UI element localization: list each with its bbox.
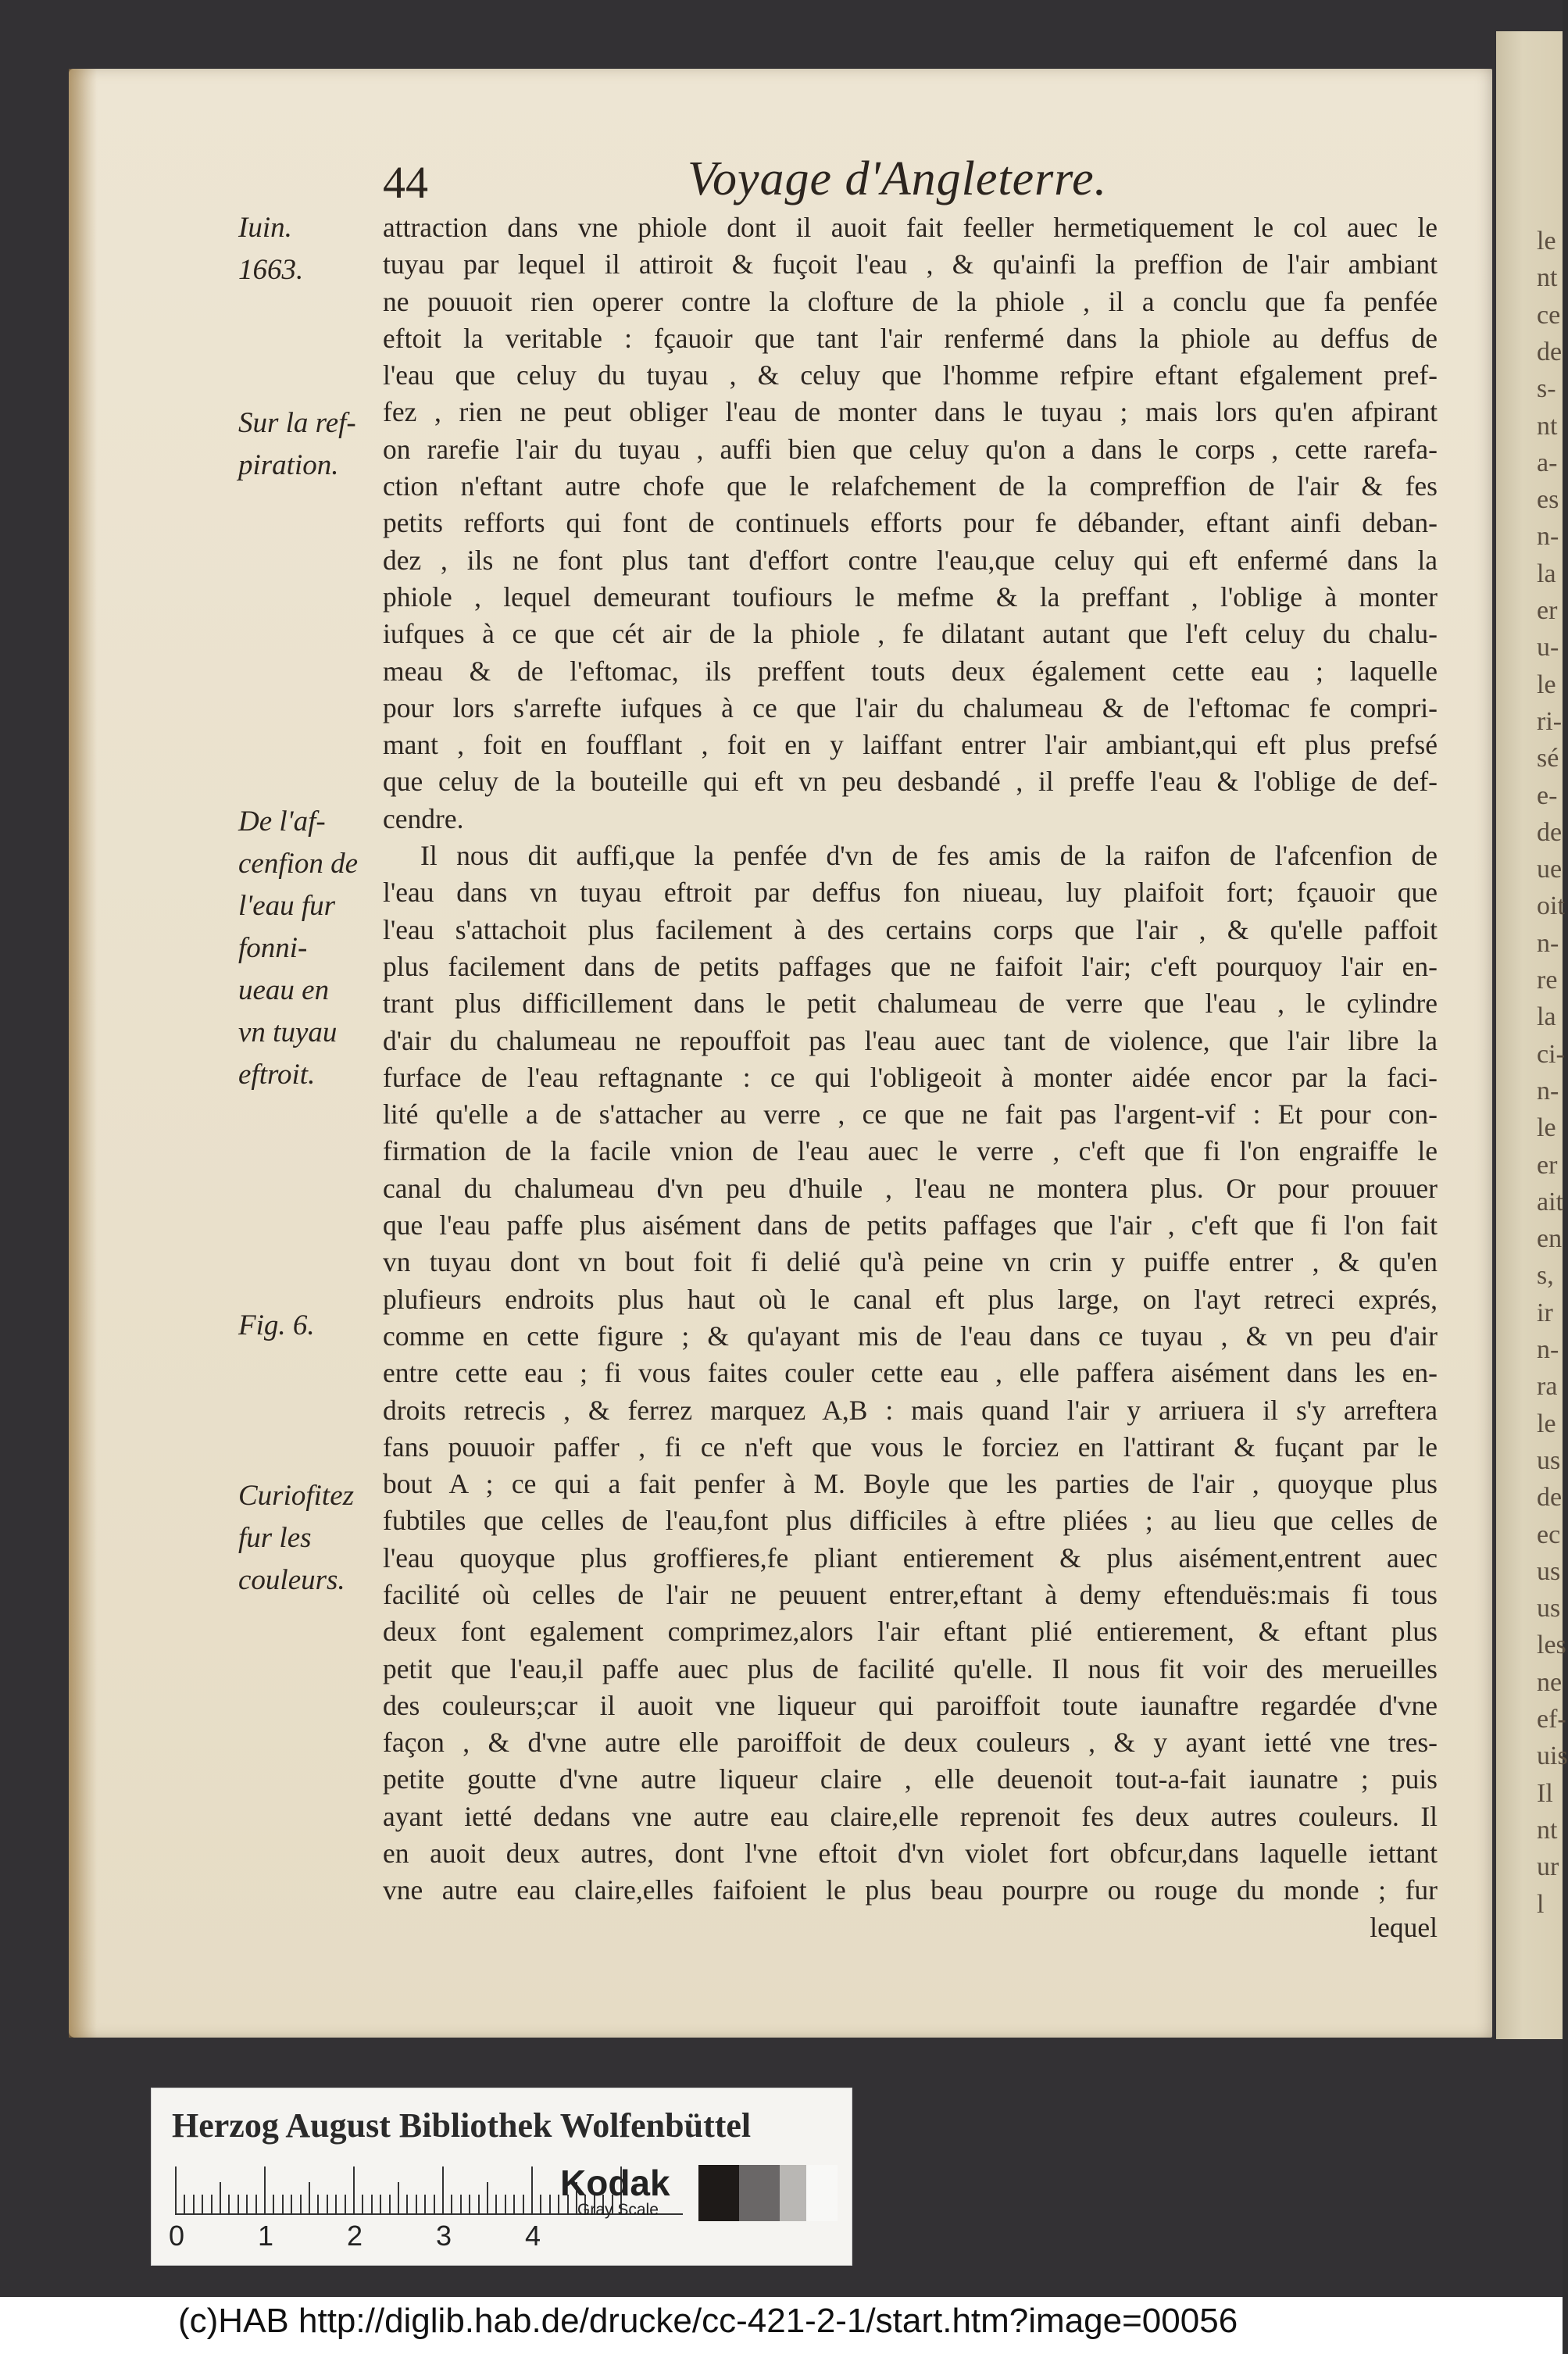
adjacent-page-text-fragment: nt bbox=[1537, 1815, 1558, 1845]
adjacent-page-text-fragment: le bbox=[1537, 1113, 1556, 1143]
ruler-tick bbox=[238, 2195, 239, 2213]
ruler-tick bbox=[353, 2166, 355, 2213]
adjacent-page-text-fragment: de bbox=[1537, 337, 1563, 366]
ruler-tick bbox=[380, 2195, 381, 2213]
ruler-number: 1 bbox=[258, 2220, 274, 2252]
ruler-tick bbox=[469, 2195, 470, 2213]
adjacent-page-text-fragment: n- bbox=[1537, 1335, 1559, 1364]
adjacent-page-text-fragment: ne bbox=[1537, 1667, 1563, 1697]
ruler-number: 0 bbox=[169, 2220, 185, 2252]
footer-url-text: (c)HAB http://diglib.hab.de/drucke/cc-421-2-1/start.htm?image=00056 bbox=[178, 2302, 1238, 2340]
adjacent-page-text-fragment: re bbox=[1537, 966, 1558, 995]
adjacent-page-text-fragment: Il bbox=[1537, 1778, 1553, 1808]
adjacent-page-text-fragment: er bbox=[1537, 1150, 1558, 1180]
text-line: ction n'eftant autre chofe que le relafchement de la compreffion de l'air & fes bbox=[383, 470, 1438, 502]
margin-note-line: cenfion de bbox=[238, 848, 359, 880]
adjacent-page-text-fragment: ce bbox=[1537, 300, 1561, 330]
adjacent-page-edge bbox=[1496, 31, 1568, 2039]
margin-note-line: 1663. bbox=[238, 254, 304, 286]
ruler-tick bbox=[282, 2195, 284, 2213]
ruler-tick bbox=[478, 2195, 480, 2213]
ruler-tick bbox=[273, 2195, 274, 2213]
ruler-tick bbox=[434, 2195, 435, 2213]
text-line: lité qu'elle a de s'attacher au verre , ce que ne fait pas l'argent-vif : Et pour con- bbox=[383, 1098, 1438, 1131]
adjacent-page-text-fragment: uis bbox=[1537, 1741, 1568, 1771]
text-line: mant , foit en foufflant , foit en y laiffant entrer l'air ambiant,qui eft plus prefsé bbox=[383, 729, 1438, 761]
adjacent-page-text-fragment: er bbox=[1537, 596, 1558, 625]
text-line: phiole , lequel demeurant toufiours le mefme & la preffant , l'oblige à monter bbox=[383, 580, 1438, 613]
adjacent-page-text-fragment: n- bbox=[1537, 928, 1559, 958]
adjacent-page-text-fragment: us bbox=[1537, 1556, 1561, 1586]
adjacent-page-text-fragment: u- bbox=[1537, 633, 1559, 663]
ruler-tick bbox=[416, 2195, 417, 2213]
text-line: ayant ietté dedans vne autre eau claire,elle reprenoit fes deux autres couleurs. Il bbox=[383, 1800, 1438, 1832]
text-line: meau & de l'eftomac, ils preffent touts deux également cette eau ; laquelle bbox=[383, 655, 1438, 687]
text-line: ne pouuoit rien operer contre la clofture de la phiole , il a conclu que fa penfée bbox=[383, 285, 1438, 317]
ruler-tick bbox=[371, 2195, 373, 2213]
margin-note-line: couleurs. bbox=[238, 1564, 345, 1596]
gray-swatch-dark bbox=[739, 2165, 780, 2221]
ruler-tick bbox=[460, 2195, 462, 2213]
text-line: que celuy de la bouteille qui eft vn peu desbandé , il preffe l'eau & l'oblige de def- bbox=[383, 766, 1438, 798]
adjacent-page-text-fragment: e- bbox=[1537, 780, 1558, 810]
text-line: entre cette eau ; fi vous faites couler cette eau , elle paffera aisément dans les en- bbox=[383, 1357, 1438, 1389]
text-line: l'eau dans vn tuyau eftroit par deffus fon niueau, luy plaifoit fort; fçauoir que bbox=[383, 877, 1438, 909]
margin-note-line: fur les bbox=[238, 1522, 312, 1554]
gray-scale-label: Gray Scale bbox=[577, 2201, 659, 2219]
text-line: trant plus difficillement dans le petit chalumeau de verre que l'eau , le cylindre bbox=[383, 988, 1438, 1020]
ruler-tick bbox=[531, 2166, 533, 2213]
text-line: fubtiles que celles de l'eau,font plus difficiles à eftre pliées ; au lieu que celles de bbox=[383, 1505, 1438, 1537]
text-line: dez , ils ne font plus tant d'effort contre l'eau,que celuy qui eft enfermé dans la bbox=[383, 544, 1438, 576]
ruler-tick bbox=[184, 2195, 185, 2213]
ruler-tick bbox=[451, 2195, 452, 2213]
footer-bar bbox=[0, 2297, 1563, 2354]
text-line: vne autre eau claire,elles faifoient le plus beau pourpre ou rouge du monde ; fur bbox=[383, 1874, 1438, 1906]
adjacent-page-text-fragment: s- bbox=[1537, 374, 1556, 404]
adjacent-page-text-fragment: le bbox=[1537, 670, 1556, 699]
adjacent-page-text-fragment: ait bbox=[1537, 1187, 1563, 1216]
gray-swatch-white bbox=[806, 2165, 838, 2221]
text-line: iufques à ce que cét air de la phiole , fe dilatant autant que l'eft celuy du chalu- bbox=[383, 618, 1438, 650]
margin-note-line: fonni- bbox=[238, 932, 308, 964]
ruler-tick bbox=[246, 2195, 248, 2213]
page-gutter-shadow bbox=[69, 69, 97, 2038]
text-line: firmation de la facile vnion de l'eau auec le verre , c'eft que fi l'on engraiffe le bbox=[383, 1135, 1438, 1167]
margin-note-line: vn tuyau bbox=[238, 1016, 338, 1048]
ruler-tick bbox=[291, 2195, 292, 2213]
ruler-tick bbox=[549, 2195, 551, 2213]
ruler-tick bbox=[487, 2182, 488, 2213]
text-line: on rarefie l'air du tuyau , auffi bien que celuy qu'on a dans le corps , cette rarefa- bbox=[383, 433, 1438, 465]
adjacent-page-text-fragment: us bbox=[1537, 1594, 1561, 1624]
ruler-tick bbox=[264, 2166, 266, 2213]
text-line: attraction dans vne phiole dont il auoit fait feeller hermetiquement le col auec le bbox=[383, 212, 1438, 243]
adjacent-page-text-fragment: ec bbox=[1537, 1520, 1561, 1549]
adjacent-page-text-fragment: ur bbox=[1537, 1852, 1559, 1882]
ruler-tick bbox=[362, 2195, 363, 2213]
ruler-tick bbox=[202, 2195, 203, 2213]
adjacent-page-text-fragment: ri- bbox=[1537, 706, 1563, 736]
adjacent-page-text-fragment: de bbox=[1537, 817, 1563, 847]
gray-swatch-black bbox=[698, 2165, 739, 2221]
margin-note-line: Iuin. bbox=[238, 212, 292, 244]
ruler-tick bbox=[558, 2195, 559, 2213]
text-line: plus facilement dans de petits paffages que ne faifoit l'air; c'eft pourquoy l'air en- bbox=[383, 950, 1438, 982]
text-line: deux font egalement comprimez,alors l'air eftant plié entierement, & eftant plus bbox=[383, 1616, 1438, 1648]
kodak-logo: Kodak bbox=[560, 2163, 670, 2203]
adjacent-page-text-fragment: oit bbox=[1537, 891, 1565, 921]
text-line: fez , rien ne peut obliger l'eau de monter dans le tuyau ; mais lors qu'en afpirant bbox=[383, 396, 1438, 428]
ruler-tick bbox=[523, 2195, 524, 2213]
text-line: eftoit la veritable : fçauoir que tant l'air renfermé dans la phiole au deffus de bbox=[383, 322, 1438, 354]
ruler-tick bbox=[345, 2195, 346, 2213]
ruler-tick bbox=[540, 2195, 541, 2213]
ruler-tick bbox=[211, 2195, 213, 2213]
ruler-tick bbox=[255, 2195, 257, 2213]
text-line: fans pouuoir paffer , fi ce n'eft que vous le forciez en l'attirant & fuçant par le bbox=[383, 1431, 1438, 1463]
text-line: vn tuyau dont vn bout foit fi delié qu'à peine vn crin y puiffe entrer , & qu'en bbox=[383, 1246, 1438, 1278]
text-line: bout A ; ce qui a fait penfer à M. Boyle que les parties de l'air , quoyque plus bbox=[383, 1468, 1438, 1500]
text-line: l'eau que celuy du tuyau , & celuy que l'homme refpire eftant efgalement pref- bbox=[383, 359, 1438, 391]
adjacent-page-text-fragment: n- bbox=[1537, 522, 1559, 552]
ruler-tick bbox=[442, 2166, 444, 2213]
ruler-number: 4 bbox=[525, 2220, 541, 2252]
margin-note-line: Fig. 6. bbox=[238, 1309, 315, 1341]
margin-note-line: Curiofitez bbox=[238, 1480, 355, 1512]
text-line: droits retrecis , & ferrez marquez A,B : mais quand l'air y arriuera il s'y arreftera bbox=[383, 1394, 1438, 1426]
text-line: petits refforts qui font de continuels efforts pour fe débander, eftant ainfi deban- bbox=[383, 507, 1438, 539]
text-line: facilité où celles de l'air ne peuuent entrer,eftant à demy eftenduës:mais fi tous bbox=[383, 1578, 1438, 1610]
text-line: plufieurs endroits plus haut où le canal eft plus large, on l'ayt retreci exprés, bbox=[383, 1283, 1438, 1315]
body-text bbox=[383, 209, 1438, 1946]
adjacent-page-text-fragment: nt bbox=[1537, 263, 1558, 293]
text-line: des couleurs;car il auoit vne liqueur qui paroiffoit toute iaunaftre regardée d'vne bbox=[383, 1689, 1438, 1721]
text-line: que l'eau paffe plus aisément dans de petits paffages que l'air , c'eft que fi l'on fait bbox=[383, 1209, 1438, 1241]
margin-note-line: piration. bbox=[238, 449, 339, 481]
margin-note-respiration bbox=[238, 402, 387, 487]
adjacent-page-text-fragment: de bbox=[1537, 1483, 1563, 1513]
text-line: petit que l'eau,il paffe auec plus de facilité qu'elle. Il nous fit voir des merueilles bbox=[383, 1652, 1438, 1684]
adjacent-page-text-fragment: le bbox=[1537, 227, 1556, 255]
adjacent-page-text-fragment: a- bbox=[1537, 448, 1558, 477]
adjacent-page-text-fragment: ef- bbox=[1537, 1705, 1566, 1734]
ruler-tick bbox=[175, 2166, 177, 2213]
text-line: Il nous dit auffi,que la penfée d'vn de fes amis de la raifon de l'afcenfion de bbox=[420, 840, 1438, 872]
margin-note-line: ueau en bbox=[238, 974, 330, 1006]
text-line: lequel bbox=[1370, 1911, 1438, 1943]
text-line: l'eau s'attachoit plus facilement à des certains corps que l'air , & qu'elle paffoit bbox=[383, 913, 1438, 945]
text-line: en auoit deux autres, dont l'vne eftoit d'vn violet fort obfcur,dans laquelle iettant bbox=[383, 1838, 1438, 1870]
adjacent-page-text-fragment: ci- bbox=[1537, 1039, 1565, 1069]
ruler-tick bbox=[300, 2195, 302, 2213]
text-line: l'eau quoyque plus groffieres,fe pliant entierement & plus aisément,entrent auec bbox=[383, 1541, 1438, 1574]
text-line: pour lors s'arrefte iufques à ce que l'air du chalumeau & de l'eftomac fe compri- bbox=[383, 691, 1438, 723]
text-line: cendre. bbox=[383, 802, 464, 834]
margin-note-ascension bbox=[238, 801, 387, 1096]
ruler-tick bbox=[327, 2195, 328, 2213]
ruler-tick bbox=[398, 2182, 399, 2213]
text-line: d'air du chalumeau ne repouffoit pas l'eau auec tant de violence, que l'air libre la bbox=[383, 1024, 1438, 1056]
text-line: furface de l'eau reftagnante : ce qui l'obligeoit à monter aidée encor par la faci- bbox=[383, 1061, 1438, 1093]
ruler-tick bbox=[424, 2195, 426, 2213]
ruler-tick bbox=[193, 2195, 195, 2213]
text-line: canal du chalumeau d'vn peu d'huile , l'eau ne montera plus. Or pour prouuer bbox=[383, 1172, 1438, 1204]
ruler-tick bbox=[513, 2195, 515, 2213]
margin-note-line: l'eau fur bbox=[238, 890, 336, 922]
margin-note-line: eftroit. bbox=[238, 1059, 316, 1091]
adjacent-page-text-fragment: ue bbox=[1537, 855, 1563, 884]
ruler-tick bbox=[220, 2182, 221, 2213]
color-calibration-target bbox=[151, 2088, 852, 2266]
adjacent-page-text-fragment: sé bbox=[1537, 744, 1559, 773]
adjacent-page-text-fragment: us bbox=[1537, 1445, 1561, 1475]
page-number: 44 bbox=[383, 157, 428, 208]
ruler-tick bbox=[228, 2195, 230, 2213]
ruler-number: 3 bbox=[436, 2220, 452, 2252]
ruler-tick bbox=[335, 2195, 337, 2213]
text-line: petite goutte d'vne autre liqueur claire , elle deuenoit tout-a-fait iaunatre ; puis bbox=[383, 1763, 1438, 1795]
adjacent-page-text-fragment: le bbox=[1537, 1409, 1556, 1438]
adjacent-page-text-fragment: les bbox=[1537, 1631, 1566, 1660]
text-line: comme en cette figure ; & qu'ayant mis de l'eau dans ce tuyau , & vn peu d'air bbox=[383, 1320, 1438, 1352]
text-line: façon , & d'vne autre elle paroiffoit de deux couleurs , & y ayant ietté vne tres- bbox=[383, 1727, 1438, 1759]
ruler-tick bbox=[406, 2195, 408, 2213]
margin-note-date bbox=[238, 207, 387, 291]
ruler-tick bbox=[505, 2195, 506, 2213]
ruler-number: 2 bbox=[347, 2220, 363, 2252]
adjacent-page-text-fragment: la bbox=[1537, 1002, 1556, 1032]
adjacent-page-text-fragment: s, bbox=[1537, 1261, 1554, 1291]
adjacent-page-text-fragment: en bbox=[1537, 1224, 1563, 1254]
adjacent-page-text-fragment: la bbox=[1537, 559, 1556, 588]
ruler-tick bbox=[495, 2195, 497, 2213]
page-header bbox=[383, 152, 1477, 211]
margin-note-figure bbox=[238, 1305, 387, 1347]
ruler-tick bbox=[309, 2182, 310, 2213]
adjacent-page-text-fragment: ir bbox=[1537, 1298, 1553, 1327]
text-line: tuyau par lequel il attiroit & fuçoit l'eau , & qu'ainfi la preffion de l'air ambiant bbox=[383, 248, 1438, 280]
adjacent-page-text-fragment: l bbox=[1537, 1889, 1545, 1919]
ruler-tick bbox=[317, 2195, 319, 2213]
adjacent-page-text-fragment: es bbox=[1537, 485, 1559, 515]
adjacent-page-text-fragment: nt bbox=[1537, 411, 1558, 441]
margin-note-line: Sur la ref- bbox=[238, 407, 356, 439]
library-name: Herzog August Bibliothek Wolfenbüttel bbox=[172, 2106, 752, 2145]
margin-note-line: De l'af- bbox=[238, 806, 326, 838]
adjacent-page-text-fragment: n- bbox=[1537, 1076, 1559, 1106]
running-title: Voyage d'Angleterre. bbox=[688, 152, 1108, 205]
margin-note-couleurs bbox=[238, 1475, 387, 1602]
adjacent-page-text-fragment: ra bbox=[1537, 1372, 1558, 1402]
ruler-tick bbox=[389, 2195, 391, 2213]
